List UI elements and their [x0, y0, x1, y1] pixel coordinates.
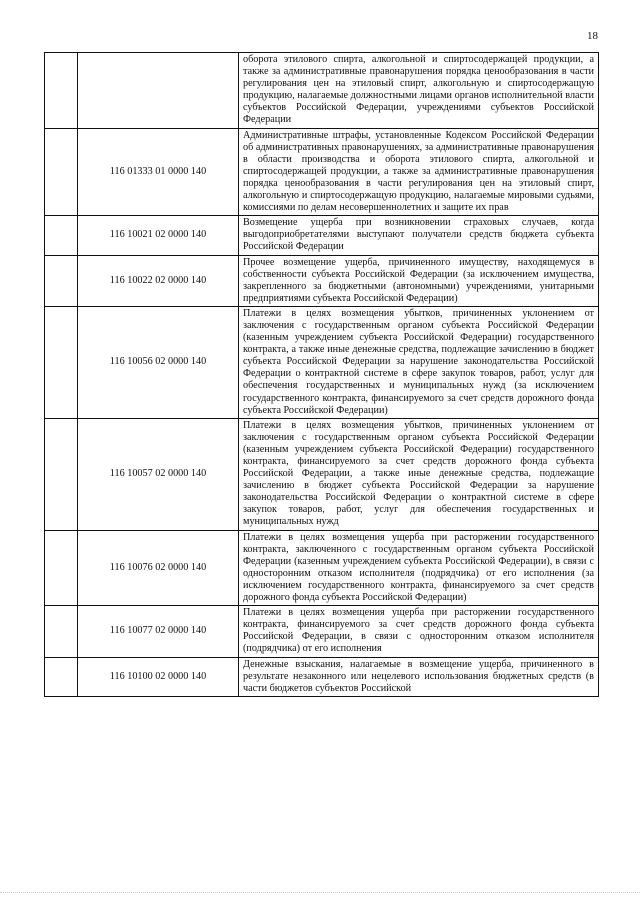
empty-cell [45, 128, 78, 216]
table-row [45, 606, 599, 657]
description-cell: Платежи в целях возмещения убытков, причиненных уклонением от заключения с государственным органом субъекта Российской Федерации (казенным учреждением субъекта Российской Федерации) государственного контракта, а также иные денежные средства, подлежащие зачислению в бюджет субъекта Российской Федерации за нарушение законодательства Российской Федерации о контрактной системе в сфере закупок товаров, работ, услуг для обеспечения государственных и муниципальных нужд (за исключением государственного контракта, финансируемого за счет средств дорожного фонда субъекта Российской Федерации) [239, 306, 599, 418]
table-row [45, 216, 599, 255]
code-cell: 116 10076 02 0000 140 [78, 530, 239, 606]
table-row [45, 530, 599, 606]
code-cell: 116 10022 02 0000 140 [78, 255, 239, 306]
empty-cell [45, 530, 78, 606]
description-cell: оборота этилового спирта, алкогольной и спиртосодержащей продукции, а также за административные правонарушения порядка ценообразования в части регулирования цен на этиловый спирт, алкогольную и спиртосодержащую продукцию, налагаемые должностными лицами органов исполнительной власти субъектов Российской Федерации, учреждениями субъектов Российской Федерации [239, 53, 599, 129]
code-cell: 116 01333 01 0000 140 [78, 128, 239, 216]
empty-cell [45, 306, 78, 418]
empty-cell [45, 255, 78, 306]
page-number: 18 [587, 30, 598, 42]
description-cell: Платежи в целях возмещения ущерба при расторжении государственного контракта, финансируемого за счет средств дорожного фонда субъекта Российской Федерации, в связи с односторонним отказом исполнителя (подрядчика) от его исполнения [239, 606, 599, 657]
description-cell: Прочее возмещение ущерба, причиненного имуществу, находящемуся в собственности субъекта Российской Федерации (за исключением имущества, закрепленного за бюджетными (автономными) учреждениями, унитарными предприятиями субъекта Российской Федерации) [239, 255, 599, 306]
table-row [45, 255, 599, 306]
table-row [45, 418, 599, 530]
description-cell: Административные штрафы, установленные Кодексом Российской Федерации об административных правонарушениях, за административные правонарушения в области производства и оборота этилового спирта, алкогольной и спиртосодержащей продукции, а также за административные правонарушения порядка ценообразования в части регулирования цен на этиловый спирт, алкогольную и спиртосодержащую продукцию, налагаемые мировыми судьями, комиссиями по делам несовершеннолетних и защите их прав [239, 128, 599, 216]
scan-edge-line [0, 892, 640, 893]
empty-cell [45, 53, 78, 129]
code-cell: 116 10077 02 0000 140 [78, 606, 239, 657]
description-cell: Возмещение ущерба при возникновении страховых случаев, когда выгодоприобретателями выступают получатели средств бюджета субъекта Российской Федерации [239, 216, 599, 255]
table-row [45, 657, 599, 696]
description-cell: Платежи в целях возмещения ущерба при расторжении государственного контракта, заключенного с государственным органом субъекта Российской Федерации (казенным учреждением субъекта Российской Федерации), в связи с односторонним отказом исполнителя (подрядчика) от его исполнения (за исключением государственного контракта, финансируемого за счет средств дорожного фонда субъекта Российской Федерации) [239, 530, 599, 606]
code-cell: 116 10056 02 0000 140 [78, 306, 239, 418]
code-cell: 116 10021 02 0000 140 [78, 216, 239, 255]
empty-cell [45, 216, 78, 255]
table-row [45, 306, 599, 418]
budget-codes-table [44, 52, 599, 697]
empty-cell [45, 657, 78, 696]
empty-cell [45, 418, 78, 530]
code-cell [78, 53, 239, 129]
empty-cell [45, 606, 78, 657]
code-cell: 116 10100 02 0000 140 [78, 657, 239, 696]
code-cell: 116 10057 02 0000 140 [78, 418, 239, 530]
description-cell: Платежи в целях возмещения убытков, причиненных уклонением от заключения с государственным органом субъекта Российской Федерации (казенным учреждением субъекта Российской Федерации) государственного контракта, финансируемого за счет средств дорожного фонда субъекта Российской Федерации, а также иные денежные средства, подлежащие зачислению в бюджет субъекта Российской Федерации за нарушение законодательства Российской Федерации о контрактной системе в сфере закупок товаров, работ, услуг для обеспечения государственных и муниципальных нужд [239, 418, 599, 530]
table-row [45, 128, 599, 216]
description-cell: Денежные взыскания, налагаемые в возмещение ущерба, причиненного в результате незаконного или нецелевого использования бюджетных средств (в части бюджетов субъектов Российской [239, 657, 599, 696]
table-row [45, 53, 599, 129]
